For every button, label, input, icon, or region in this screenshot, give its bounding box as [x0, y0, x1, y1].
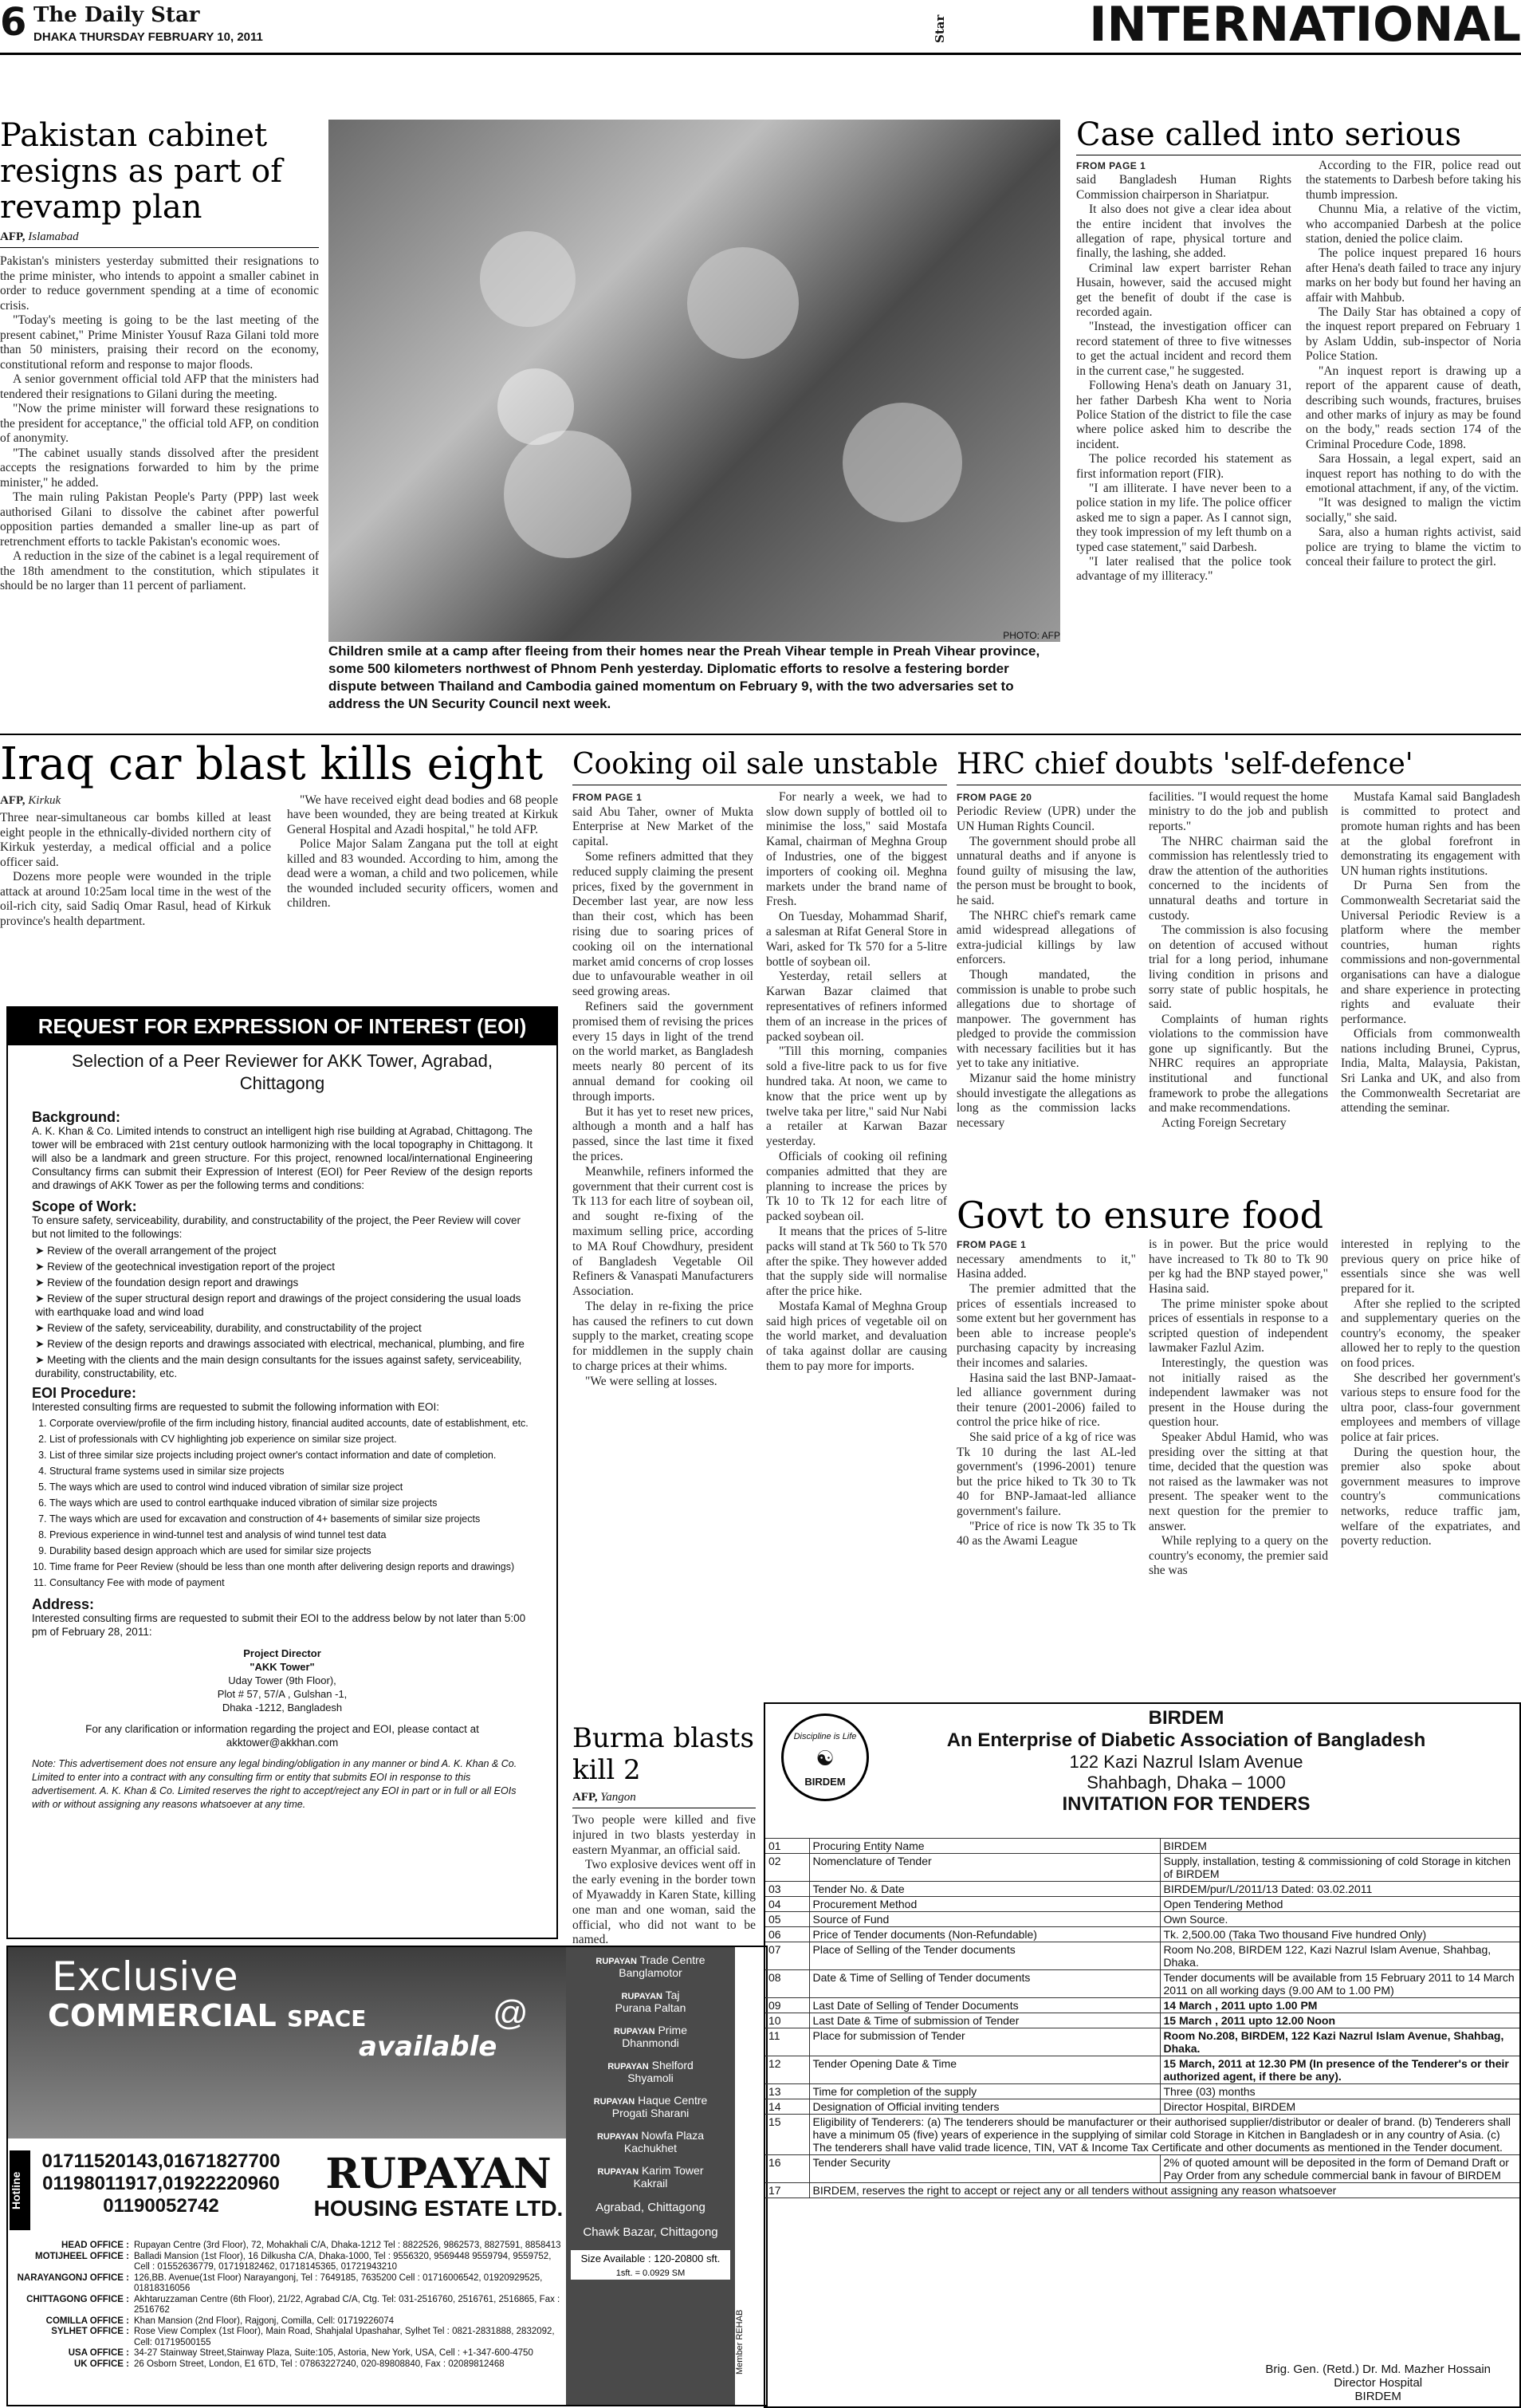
hrc-col3: Mustafa Kamal said Bangladesh is committed to protect and promote human rights and has been at the global forefront in demonstrating its engagement with UN human rights institutions. Dr Purna Sen from the Commonwealth Secretariat said the Universal Periodic Review is a platform where the member countries, human rights commissions and non-governmental organisations can have a dialogue and share experience in protecting rights and evaluate their performance. Officials from commonwealth nations including Brunei, Cyprus, India, Malta, Malaysia, Pakistan, Sri Lanka and UK, and also from the Commonwealth Secretariat are attending the seminar. [1341, 789, 1520, 1115]
case-col2: According to the FIR, police read out the statements to Darbesh before taking his thumb impression. Chunnu Mia, a relative of the victim, who accompanied Darbesh at the police station, denied the police claim. The police inquest prepared 16 hours after Hena's death failed to trace any injury marks on her body but found her having an affair with Mahbub. The Daily Star has obtained a copy of the inquest report prepared on February 1 by Aslam Uddin, sub-inspector of Noria Police Station. "An inquest report is drawing up a report of the apparent cause of death, describing such wounds, fractures, bruises and other marks of injury as may be found on the body," reads section 174 of the Criminal Procedure Code, 1898. Sara Hossain, a legal expert, said an inquest report has nothing to do with the emotional attachment, if any, of the victim. "It was designed to malign the victim socially," she said. Sara, also a human rights activist, said police are trying to blame the victim to conceal their failure to protect the girl. [1306, 159, 1521, 569]
tender-row: 12 Tender Opening Date & Time 15 March, 2011 at 12.30 PM (In presence of the Tenderer's or their authorized agent, if there be any). [765, 2056, 1519, 2084]
tender-table [765, 1838, 1519, 2198]
eoi-procedure-list: 1. Corporate overview/profile of the firm including history, financial audited accounts, date of establishment, etc. 2. List of professionals with CV highlighting job experience on similar size project. 3. List of three similar size projects including project owner's contact information and date of completion. 4. Structural frame systems used in similar size projects 5. The ways which are used to control wind induced vibration of similar size project 6. The ways which are used to control earthquake induced vibration of similar size projects 7. The ways which are used for excavation and construction of 4+ basements of similar size projects 8. Previous experience in wind-tunnel test and analysis of wind tunnel test data 9. Durability based design approach which are used for similar size projects 10. Time frame for Peer Review (should be less than one month after delivering design reports and drawings) 11. Consultancy Fee with mode of payment [49, 1417, 533, 1590]
cooking-col1: FROM PAGE 1 said Abu Taher, owner of Mukta Enterprise at New Market of the capital. Some refiners admitted that they reduced supply claiming the present prices, fixed by the government in December last year, are now less than their cost, which has been rising due to soaring prices of cooking oil on the international market amid concerns of crop losses due to unfavourable weather in oil seed growing areas. Refiners said the government promised them of revising the prices every 15 days in light of the trend on the world market, as Bangladesh meets nearly 80 percent of its annual demand for cooking oil through imports. But it has yet to reset new prices, although a month and a half has passed, since the last time it fixed the prices. Meanwhile, refiners informed the government that their current cost is Tk 113 for each litre of soybean oil, and sought re-fixing of the maximum selling price, according to MA Rouf Chowdhury, president of Bangladesh Vegetable Oil Refiners & Vanaspati Manufacturers Association. The delay in re-fixing the price has caused the refiners to cut down supply to the market, creating scope for middlemen in the supply chain to charge prices at their whims. "We were selling at losses. [572, 791, 753, 1388]
rupayan-advertisement: Exclusive COMMERCIAL SPACE available @ Hotline 01711520143,01671827700 01198011917,01922220960 01190052742 RUPAYAN HOUSING ESTATE LTD. HEAD OFFICE : Rupayan Centre (3rd Floor), 72, Mohakhali C/A, Dhaka-1212 Tel : 8822526, 9862573, 8827591, 8858413 MOTIJHEEL OFFICE : Balladi Mansion (1st Floor), 16 Dilkusha C/A, Dhaka-1000, Tel : 9556320, 9569448 9559794, 9559752, Cell : 01552636779, 01719182462, 01718145365, 01721943210 NARAYANGONJ OFFICE : 126,BB. Avenue(1st Floor) Narayangonj, Tel : 7649185, 7635200 Cell : 01716006542, 01920929525, 01818316056 CHITTAGONG OFFICE : Akhtaruzzaman Centre (6th Floor), 21/22, Agrabad C/A, Ctg. Tel: 031-2516760, 2516761, 2516865, Fax : 2516762 COMILLA OFFICE : Khan Mansion (2nd Floor), Rajgonj, Comilla, Cell: 01719226074 SYLHET OFFICE : Rose View Complex (1st Floor), Main Road, Shahjalal Upashahar, Sylhet Tel : 0821-2831888, 2832092, Cell: 01719500155 USA OFFICE : 34-27 Stainway Street,Stainway Plaza, Suite:105, Astoria, New York, USA, Cell : +1-347-600-4750 UK OFFICE : 26 Osborn Street, London, E1 6TD, Tel : 07863227240, 020-89808840, Fax : 02089812468 RUPAYAN Trade Centre Banglamotor RUPAYAN Taj Purana Paltan RUPAYAN Prime Dhanmondi RUPAYAN Shelford Shyamoli RUPAYAN Haque Centre Progati Sharani RUPAYAN Nowfa Plaza Kachukhet RUPAYAN Karim Tower Kakrail Agrabad, Chittagong Chawk Bazar, Chittagong Size Available : 120-20800 sft. 1sft. = 0.0929 SM Member REHAB [6, 1946, 768, 2406]
iraq-col1: AFP, Kirkuk Three near-simultaneous car bombs killed at least eight people in the ethnically-divided northern city of Kirkuk yesterday, a medical official and a police officer said. Dozens more people were wounded in the triple attack at around 10:25am local time in the west of the oil-rich city, said Sadiq Omar Rasul, head of Kirkuk province's health department. [0, 793, 271, 928]
masthead: The Daily Star [33, 3, 200, 27]
tender-row: 15 Eligibility of Tenderers: (a) The tenderers should be manufacturer or their authorised supplier/distributor or dealer of brand. (b) Tenderers shall have a minimum 05 (five) years of experience in the supplying of similar cold Storage in Kitchen in Bangladesh or in any country of Asia. (c) The tenderers shall have valid trade licence, TIN, VAT & Income Tax Certificate and other documents as mentioned in the Tender document. [765, 2115, 1519, 2155]
children-photo [328, 120, 1060, 642]
burma-article: Burma blasts kill 2 AFP, Yangon Two people were killed and five injured in two blasts yesterday in eastern Myanmar, an official said. Two explosive devices went off in the early evening in the border town of Myawaddy in Karen State, killing one man and one woman, said the official, who did not want to be named. [572, 1722, 756, 1947]
tender-row: 17 BIRDEM, reserves the right to accept or reject any or all tenders without assigning any reason whatsoever [765, 2183, 1519, 2198]
eoi-advertisement: REQUEST FOR EXPRESSION OF INTEREST (EOI) Selection of a Peer Reviewer for AKK Tower, Agrabad, Chittagong Background: A. K. Khan & Co. Limited intends to construct an intelligent high rise building at Agrabad, Chittagong. The tower will be embraced with 21st century outlook harmonizing with the local topography in Chittagong. It will also be a landmark and green structure. For this project, renowned local/international Engineering Consultancy firms can submit their Expression of Interest (EOI) for Peer Review of the design reports and drawings of AKK Tower as per the following terms and conditions: Scope of Work: To ensure safety, serviceability, durability, and constructability of the project, the Peer Review will cover but not limited to the followings: ➤ Review of the overall arrangement of the project ➤ Review of the geotechnical investigation report of the project ➤ Review of the foundation design report and drawings ➤ Review of the super structural design report and drawings of the project considering the usual loads with earthquake load and wind load ➤ Review of the safety, serviceability, durability, and constructability of the project ➤ Review of the design reports and drawings associated with electrical, mechanical, plumbing, and fire ➤ Meeting with the clients and the main design consultants for the issues against safety, serviceability, durability, constructability, etc. EOI Procedure: Interested consulting firms are requested to submit the following information with EOI: 1. Corporate overview/profile of the firm including history, financial audited accounts, date of establishment, etc. 2. List of professionals with CV highlighting job experience on similar size project. 3. List of three similar size projects including project owner's contact information and date of completion. 4. Structural frame systems used in similar size projects 5. The ways which are used to control wind induced vibration of similar size project 6. The ways which are used to control earthquake induced vibration of similar size projects 7. The ways which are used for excavation and construction of 4+ basements of similar size projects 8. Previous experience in wind-tunnel test and analysis of wind tunnel test data 9. Durability based design approach which are used for similar size projects 10. Time frame for Peer Review (should be less than one month after delivering design reports and drawings) 11. Consultancy Fee with mode of payment Address: Interested consulting firms are requested to submit their EOI to the address below by not later than 5:00 pm of February 28, 2011: Project Director "AKK Tower" Uday Tower (9th Floor), Plot # 57, 57/A , Gulshan -1, Dhaka -1212, Bangladesh For any clarification or information regarding the project and EOI, please contact at akktower@akkhan.com Note: This advertisement does not ensure any legal binding/obligation in any manner or bind A. K. Khan & Co. Limited to enter into a contract with any consulting firm or entity that submits EOI in response to this advertisement. A. K. Khan & Co. Limited reserves the right to accept/reject any EOI in part or in full or all EOIs with or without assigning any reasons whatsoever at any time. [6, 1006, 558, 1939]
pakistan-body: Pakistan's ministers yesterday submitted their resignations to the prime minister, who intends to appoint a smaller cabinet in order to reduce government spending at a time of economic crisis. "Today's meeting is going to be the last meeting of the present cabinet," Prime Minister Yousuf Raza Gilani told more than 50 ministers, praising their record on the economy, constitutional reform and response to major floods. A senior government official told AFP that the ministers had tendered their resignations to Gilani during the meeting. "Now the prime minister will forward these resignations to the president for acceptance," the official told AFP, on condition of anonymity. "The cabinet usually stands dissolved after the president accepts the resignations forwarded to him by the prime minister," he added. The main ruling Pakistan People's Party (PPP) last week authorised Gilani to dissolve the cabinet after powerful opposition parties demanded a smaller line-up as part of retrenchment efforts to tackle Pakistan's economic woes. A reduction in the size of the cabinet is a legal requirement of the 18th amendment to the constitution, which stipulates it should be no larger than 11 percent of parliament. [0, 254, 319, 592]
cooking-oil-article [572, 750, 947, 1714]
tender-row: 09 Last Date of Selling of Tender Documents 14 March , 2011 upto 1.00 PM [765, 1998, 1519, 2013]
rupayan-brand: RUPAYAN HOUSING ESTATE LTD. [313, 2150, 564, 2221]
food-col1: FROM PAGE 1 necessary amendments to it," Hasina added. The premier admitted that the prices of essentials increased to some extent but her government has been able to increase people's purchasing capacity by increasing their incomes and salaries. Hasina said the last BNP-Jamaat-led alliance government during their tenure (2001-2006) failed to control the price hike of rice. She said price of a kg of rice was Tk 10 during the last AL-led government's (1996-2001) tenure but the price hiked to Tk 30 to Tk 40 for BNP-Jamaat-led alliance government's failure. "Price of rice is now Tk 35 to Tk 40 as the Awami League [957, 1239, 1136, 1548]
page-number: 6 [0, 0, 27, 45]
tender-row: 02 Nomenclature of Tender Supply, installation, testing & commissioning of cold Storage in kitchen of BIRDEM [765, 1854, 1519, 1882]
eoi-contact: For any clarification or information regarding the project and EOI, please contact at akktower@akkhan.com [85, 1723, 479, 1749]
iraq-headline: Iraq car blast kills eight [0, 738, 544, 790]
photo-credit: PHOTO: AFP [1003, 630, 1060, 641]
dateline: DHAKA THURSDAY FEBRUARY 10, 2011 [33, 30, 263, 44]
food-headline: Govt to ensure food [957, 1194, 1324, 1237]
header-rule [0, 53, 1521, 55]
tender-row: 08 Date & Time of Selling of Tender documents Tender documents will be available from 15 February 2011 to 14 March 2011 on all working days (9.00 AM to 1.00 PM) [765, 1970, 1519, 1998]
tender-row: 03 Tender No. & Date BIRDEM/pur/L/2011/13 Dated: 03.02.2011 [765, 1882, 1519, 1897]
hrc-article [957, 750, 1521, 1192]
iraq-article [0, 738, 558, 981]
rupayan-left: Exclusive COMMERCIAL SPACE available @ Hotline 01711520143,01671827700 01198011917,01922220960 01190052742 RUPAYAN HOUSING ESTATE LTD. HEAD OFFICE : Rupayan Centre (3rd Floor), 72, Mohakhali C/A, Dhaka-1212 Tel : 8822526, 9862573, 8827591, 8858413 MOTIJHEEL OFFICE : Balladi Mansion (1st Floor), 16 Dilkusha C/A, Dhaka-1000, Tel : 9556320, 9569448 9559794, 9559752, Cell : 01552636779, 01719182462, 01718145365, 01721943210 NARAYANGONJ OFFICE : 126,BB. Avenue(1st Floor) Narayangonj, Tel : 7649185, 7635200 Cell : 01716006542, 01920929525, 01818316056 CHITTAGONG OFFICE : Akhtaruzzaman Centre (6th Floor), 21/22, Agrabad C/A, Ctg. Tel: 031-2516760, 2516761, 2516865, Fax : 2516762 COMILLA OFFICE : Khan Mansion (2nd Floor), Rajgonj, Comilla, Cell: 01719226074 SYLHET OFFICE : Rose View Complex (1st Floor), Main Road, Shahjalal Upashahar, Sylhet Tel : 0821-2831888, 2832092, Cell: 01719500155 USA OFFICE : 34-27 Stainway Street,Stainway Plaza, Suite:105, Astoria, New York, USA, Cell : +1-347-600-4750 UK OFFICE : 26 Osborn Street, London, E1 6TD, Tel : 07863227240, 020-89808840, Fax : 02089812468 [8, 1947, 566, 2405]
tender-row: 16 Tender Security 2% of quoted amount will be deposited in the form of Demand Draft or Pay Order from any schedule commercial bank in favour of BIRDEM [765, 2155, 1519, 2183]
rupayan-offices: HEAD OFFICE : Rupayan Centre (3rd Floor), 72, Mohakhali C/A, Dhaka-1212 Tel : 8822526, 9862573, 8827591, 8858413 MOTIJHEEL OFFICE : Balladi Mansion (1st Floor), 16 Dilkusha C/A, Dhaka-1000, Tel : 9556320, 9569448 9559794, 9559752, Cell : 01552636779, 01719182462, 01718145365, 01721943210 NARAYANGONJ OFFICE : 126,BB. Avenue(1st Floor) Narayangonj, Tel : 7649185, 7635200 Cell : 01716006542, 01920929525, 01818316056 CHITTAGONG OFFICE : Akhtaruzzaman Centre (6th Floor), 21/22, Agrabad C/A, Ctg. Tel: 031-2516760, 2516761, 2516865, Fax : 2516762 COMILLA OFFICE : Khan Mansion (2nd Floor), Rajgonj, Comilla, Cell: 01719226074 SYLHET OFFICE : Rose View Complex (1st Floor), Main Road, Shahjalal Upashahar, Sylhet Tel : 0821-2831888, 2832092, Cell: 01719500155 USA OFFICE : 34-27 Stainway Street,Stainway Plaza, Suite:105, Astoria, New York, USA, Cell : +1-347-600-4750 UK OFFICE : 26 Osborn Street, London, E1 6TD, Tel : 07863227240, 020-89808840, Fax : 02089812468 [17, 2241, 561, 2369]
eoi-title: REQUEST FOR EXPRESSION OF INTEREST (EOI) [8, 1008, 556, 1045]
case-headline: Case called into serious [1076, 116, 1462, 153]
pakistan-headline: Pakistan cabinet resigns as part of revamp plan [0, 117, 283, 226]
hrc-col2: facilities. "I would request the home ministry to do the job and publish reports." The NHRC chairman said the commission has relentlessly tried to draw the attention of the authorities concerned to the incidents of unnatural deaths and torture in custody. The commission is also focusing on detention of accused without trial for a long period, inhumane living condition in prisons and sorry state of public hospitals, he said. Complaints of human rights violations to the commission have gone up significantly. But the NHRC requires an appropriate institutional and functional framework to probe the allegations and make recommendations. Acting Foreign Secretary [1149, 789, 1328, 1130]
pakistan-byline: AFP, Islamabad [0, 230, 79, 243]
tender-row: 11 Place for submission of Tender Room No.208, BIRDEM, 122 Kazi Nazrul Islam Avenue, Shahbag, Dhaka. [765, 2028, 1519, 2056]
tender-row: 01 Procuring Entity Name BIRDEM [765, 1839, 1519, 1854]
eoi-note: Note: This advertisement does not ensure any legal binding/obligation in any manner or bind A. K. Khan & Co. Limited to enter into a contract with any consulting firm or entity that submits EOI in response to this advertisement. A. K. Khan & Co. Limited reserves the right to accept/reject any EOI in part or in full or all EOIs with or without assigning any reasons whatsoever at any time. [32, 1758, 517, 1810]
rupayan-hotlines: 01711520143,01671827700 01198011917,01922220960 01190052742 [41, 2150, 281, 2217]
tender-row: 06 Price of Tender documents (Non-Refundable) Tk. 2,500.00 (Taka Two thousand Five hundred Only) [765, 1927, 1519, 1942]
section-logo: Star [933, 14, 947, 43]
case-article [1076, 118, 1521, 724]
food-article [957, 1196, 1521, 1690]
pakistan-article [0, 118, 319, 724]
tender-row: 07 Place of Selling of the Tender documents Room No.208, BIRDEM 122, Kazi Nazrul Islam Avenue, Shahbag, Dhaka. [765, 1942, 1519, 1970]
burma-headline: Burma blasts kill 2 [572, 1722, 754, 1786]
eoi-subtitle: Selection of a Peer Reviewer for AKK Tower, Agrabad, Chittagong [72, 1051, 493, 1093]
rupayan-locations: RUPAYAN Trade Centre Banglamotor RUPAYAN Taj Purana Paltan RUPAYAN Prime Dhanmondi RUPAYAN Shelford Shyamoli RUPAYAN Haque Centre Progati Sharani RUPAYAN Nowfa Plaza Kachukhet RUPAYAN Karim Tower Kakrail Agrabad, Chittagong Chawk Bazar, Chittagong Size Available : 120-20800 sft. 1sft. = 0.0929 SM [566, 1947, 735, 2405]
cooking-col2: For nearly a week, we had to slow down supply of bottled oil to minimise the loss," said Mostafa Kamal, chairman of Meghna Group of Industries, one of the biggest importers of cooking oil. Meghna markets under the brand name of Fresh. On Tuesday, Mohammad Sharif, a salesman at Rifat General Store in Wari, asked for Tk 570 for a 5-litre bottle of soybean oil. Yesterday, retail sellers at Karwan Bazar claimed that representatives of refiners informed them of an increase in the prices of packed soybean oil. "Till this morning, companies sold a five-litre pack to us for five hundred taka. At noon, we came to know that the price went up by twelve taka per litre," said Nur Nabi a retailer at Karwan Bazar yesterday. Officials of cooking oil refining companies admitted that they are planning to increase the prices by Tk 10 to Tk 12 for each litre of packed soybean oil. It means that the prices of 5-litre packs will stand at Tk 560 to Tk 570 after the spike. They however added that the supply side will normalise after the price hike. Mostafa Kamal of Meghna Group said high prices of vegetable oil on the world market, and devaluation of taka against dollar are causing them to pay more for imports. [766, 789, 947, 1374]
birdem-seal: Discipline is Life ☯ BIRDEM [781, 1714, 869, 1801]
food-col3: interested in replying to the previous query on price hike of essentials since she was well prepared for it. After she replied to the scripted and supplementary queries on the country's economy, the speaker allowed her to reply to the question on food prices. She described her government's various steps to ensure food for the ultra poor, class-four government employees and members of village police at fair prices. During the question hour, the premier also spoke about government measures to improve country's communications networks, reduce traffic jam, welfare of the expatriates, and poverty reduction. [1341, 1237, 1520, 1548]
food-col2: is in power. But the price would have increased to Tk 80 to Tk 90 per kg had the BNP stayed power," Hasina said. The prime minister spoke about prices of essentials in response to a scripted question of independent lawmaker Fazlul Azim. Interestingly, the question was not initially raised as the independent lawmaker was not present in the House during the question hour. Speaker Abdul Hamid, who was presiding over the sitting at that time, decided that the question was not raised as the lawmaker was not present. The speaker went to the next question for the premier to answer. While replying to a query on the country's economy, the premier said she was [1149, 1237, 1328, 1578]
hrc-col1: FROM PAGE 20 Periodic Review (UPR) under the UN Human Rights Council. The government should probe all unnatural deaths and if anyone is found guilty of misusing the law, the person must be brought to book, he said. The NHRC chief's remark came amid widespread allegations of extra-judicial killings by law enforcers. Though mandated, the commission is unable to probe such allegations due to shortage of manpower. The government has pledged to provide the commission with necessary facilities but it has yet to take any initiative. Mizanur said the home ministry should investigate the allegations as long as the commission lacks necessary [957, 791, 1136, 1130]
eoi-address: Project Director "AKK Tower" Uday Tower (9th Floor), Plot # 57, 57/A , Gulshan -1, Dhaka -1212, Bangladesh [217, 1647, 348, 1714]
section-title: INTERNATIONAL [1089, 0, 1521, 53]
news-photo [328, 120, 1060, 642]
case-col1: FROM PAGE 1 said Bangladesh Human Rights Commission chairperson in Shariatpur. It also does not give a clear idea about the entire incident that involves the allegation of rape, physical torture and finally, the lashing, she added. Criminal law expert barrister Rehan Husain, however, said the accused might get the benefit of doubt if the case is recorded again. "Instead, the investigation officer can record statement of three to five witnesses to get the actual incident and record them in the current case," he suggested. Following Hena's death on January 31, her father Darbesh Kha went to Noria Police Station of the district to file the case where police asked him to describe the incident. The police recorded his statement as first information report (FIR). "I am illiterate. I have never been to a police station in my life. The police officer asked me to sign a paper. As I cannot sign, they took impression of my left thumb on a typed case statement," said Darbesh. "I later realised that the police took advantage of my illiteracy." [1076, 160, 1291, 584]
tender-row: 14 Designation of Official inviting tenders Director Hospital, BIRDEM [765, 2099, 1519, 2115]
tender-row: 04 Procurement Method Open Tendering Method [765, 1897, 1519, 1912]
burma-body: Two people were killed and five injured in two blasts yesterday in eastern Myanmar, an official said. Two explosive devices went off in the early evening in the border town of Myawaddy in Karen State, killing one man and one woman, said the official, who did not want to be named. [572, 1813, 756, 1947]
tender-row: 05 Source of Fund Own Source. [765, 1912, 1519, 1927]
cooking-oil-headline: Cooking oil sale unstable [572, 748, 938, 781]
tender-row: 13 Time for completion of the supply Three (03) months [765, 2084, 1519, 2099]
birdem-tender-ad: Discipline is Life ☯ BIRDEM BIRDEM An Enterprise of Diabetic Association of Bangladesh 122 Kazi Nazrul Islam Avenue Shahbagh, Dhaka – 1000 INVITATION FOR TENDERS 01 Procuring Entity Name BIRDEM 02 Nomenclature of Tender Supply, installation, testing & commissioning of cold Storage in kitchen of BIRDEM 03 Tender No. & Date BIRDEM/pur/L/2011/13 Dated: 03.02.2011 04 Procurement Method Open Tendering Method 05 Source of Fund Own Source. 06 Price of Tender documents (Non-Refundable) Tk. 2,500.00 (Taka Two thousand Five hundred Only) 07 Place of Selling of the Tender documents Room No.208, BIRDEM 122, Kazi Nazrul Islam Avenue, Shahbag, Dhaka. 08 Date & Time of Selling of Tender documents Tender documents will be available from 15 February 2011 to 14 March 2011 on all working days (9.00 AM to 1.00 PM) 09 Last Date of Selling of Tender Documents 14 March , 2011 upto 1.00 PM 10 Last Date & Time of submission of Tender 15 March , 2011 upto 12.00 Noon 11 Place for submission of Tender Room No.208, BIRDEM, 122 Kazi Nazrul Islam Avenue, Shahbag, Dhaka. 12 Tender Opening Date & Time 15 March, 2011 at 12.30 PM (In presence of the Tenderer's or their authorized agent, if there be any). 13 Time for completion of the supply Three (03) months 14 Designation of Official inviting tenders Director Hospital, BIRDEM 15 Eligibility of Tenderers: (a) The tenderers should be manufacturer or their authorised supplier/distributor or dealer of brand. (b) Tenderers shall have a minimum 05 (five) years of experience in the supplying of similar cold Storage in Kitchen in Bangladesh or in any country of Asia. (c) The tenderers shall have valid trade licence, TIN, VAT & Income Tax Certificate and other documents as mentioned in the Tender document. 16 Tender Security 2% of quoted amount will be deposited in the form of Demand Draft or Pay Order from any schedule commercial bank in favour of BIRDEM 17 BIRDEM, reserves the right to accept or reject any or all tenders without assigning any reason whatsoever Brig. Gen. (Retd.) Dr. Md. Mazher Hossain Director Hospital BIRDEM [764, 1702, 1521, 2408]
iraq-col2: "We have received eight dead bodies and 68 people have been wounded, they are being treated at Kirkuk General Hospital and Azadi hospital," he told AFP. Police Major Salam Zangana put the toll at eight killed and 83 wounded. According to him, among the dead were a woman, a child and two policemen, while the wounded included security officers, women and children. [287, 793, 558, 911]
hrc-headline: HRC chief doubts 'self-defence' [957, 748, 1413, 781]
eoi-scope-list: ➤ Review of the overall arrangement of the project ➤ Review of the geotechnical investigation report of the project ➤ Review of the foundation design report and drawings ➤ Review of the super structural design report and drawings of the project considering the usual loads with earthquake load and wind load ➤ Review of the safety, serviceability, durability, and constructability of the project ➤ Review of the design reports and drawings associated with electrical, mechanical, plumbing, and fire ➤ Meeting with the clients and the main design consultants for the issues against safety, serviceability, durability, constructability, etc. [35, 1245, 525, 1379]
tender-row: 10 Last Date & Time of submission of Tender 15 March , 2011 upto 12.00 Noon [765, 2013, 1519, 2028]
photo-caption: Children smile at a camp after fleeing from their homes near the Preah Vihear temple in Preah Vihear province, some 500 kilometers northwest of Phnom Penh yesterday. Diplomatic efforts to resolve a festering border dispute between Thailand and Cambodia gained momentum on February 9, with the two adversaries set to address the UN Security Council next week. [328, 643, 1040, 711]
